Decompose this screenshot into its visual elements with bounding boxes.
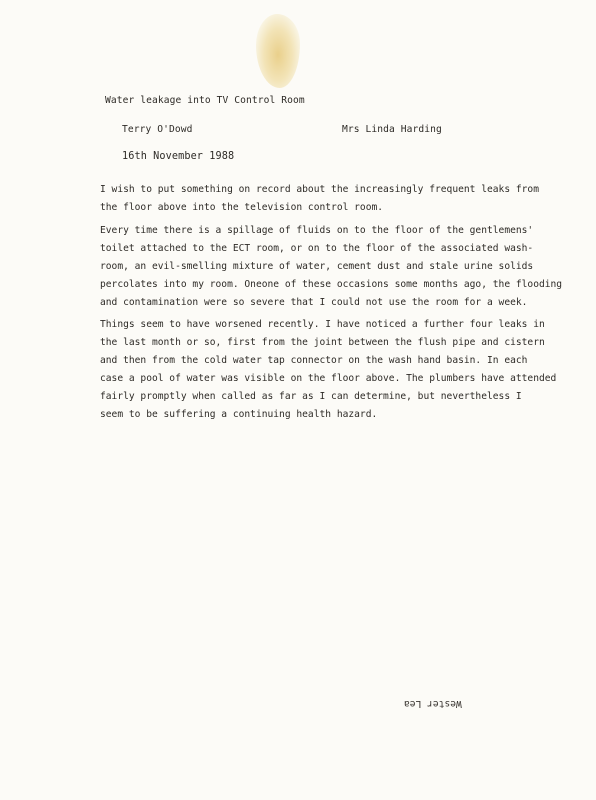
paragraph-line: seem to be suffering a continuing health hazard. [100, 409, 378, 420]
paragraph-line: Every time there is a spillage of fluids on to the floor of the gentlemens' [100, 225, 534, 236]
paragraph-line: fairly promptly when called as far as I can determine, but nevertheless I [100, 391, 522, 402]
paragraph-line: percolates into my room. Oneone of these occasions some months ago, the flooding [100, 279, 563, 290]
paragraph-2 [100, 222, 563, 312]
paragraph-line: room, an evil-smelling mixture of water, cement dust and stale urine solids [100, 261, 534, 272]
paragraph-line: the last month or so, first from the joint between the flush pipe and cistern [100, 337, 545, 348]
paragraph-line: I wish to put something on record about the increasingly frequent leaks from [100, 184, 539, 195]
upside-down-note: Wester Lea [404, 698, 462, 709]
memo-title: Water leakage into TV Control Room [105, 95, 305, 106]
memo-from: Terry O'Dowd [122, 124, 193, 135]
paragraph-line: the floor above into the television control room. [100, 202, 384, 213]
memo-to: Mrs Linda Harding [342, 124, 442, 135]
paragraph-3 [100, 316, 557, 424]
memo-date: 16th November 1988 [122, 151, 235, 162]
coffee-stain [256, 14, 300, 88]
paragraph-line: case a pool of water was visible on the floor above. The plumbers have attended [100, 373, 557, 384]
paragraph-line: and contamination were so severe that I could not use the room for a week. [100, 297, 528, 308]
paragraph-line: toilet attached to the ECT room, or on to the floor of the associated wash- [100, 243, 534, 254]
paragraph-line: Things seem to have worsened recently. I have noticed a further four leaks in [100, 319, 545, 330]
paragraph-line: and then from the cold water tap connector on the wash hand basin. In each [100, 355, 528, 366]
paragraph-1 [100, 181, 540, 217]
